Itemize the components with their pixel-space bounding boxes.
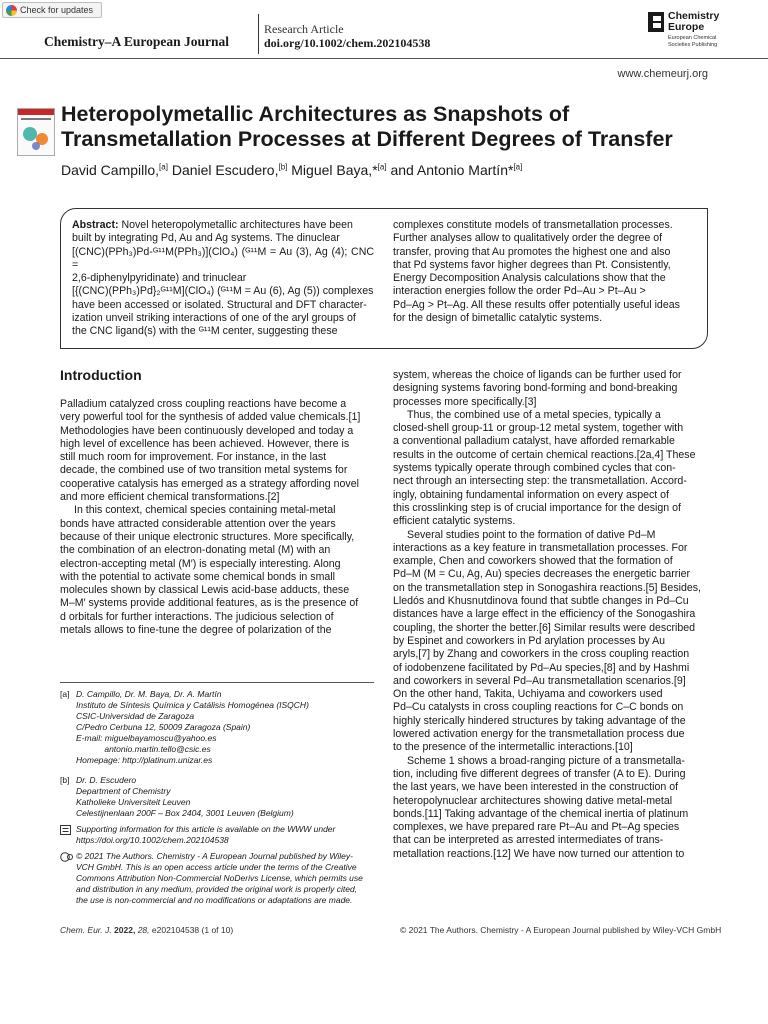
- body-line: molecules shown by classical Lewis acid-base adducts, these: [60, 584, 350, 597]
- author-list: [61, 162, 522, 178]
- body-line: the combination of an electron-donating metal (M) with an: [60, 544, 331, 557]
- body-line: decade, the combined use of two transition metal systems for: [60, 464, 348, 477]
- affiliation-a: [60, 689, 376, 769]
- footnote-line: Dr. D. Escudero: [76, 775, 137, 785]
- si-doi-link[interactable]: https://doi.org/10.1002/chem.202104538: [76, 835, 229, 845]
- body-right-column: [393, 369, 707, 861]
- abstract-line: complexes constitute models of transmetallation processes.: [393, 219, 673, 231]
- affiliation-b: [60, 775, 376, 821]
- body-line: system, whereas the choice of ligands can be further used for: [393, 369, 682, 381]
- author-3[interactable]: Miguel Baya,*[a]: [291, 162, 387, 178]
- journal-website-link[interactable]: www.chemeurj.org: [617, 68, 708, 80]
- page-footer-citation: Chem. Eur. J. 2022, 28, e202104538 (1 of 10): [60, 925, 234, 935]
- body-line: with the potential to activate some chemical bonds in small: [60, 570, 335, 583]
- body-line: a conventional palladium catalyst, have afforded remarkable: [393, 435, 675, 448]
- abstract-line: built by integrating Pd, Au and Ag systems. The dinuclear: [72, 232, 340, 245]
- title-line-1: Heteropolymetallic Architectures as Snapshots of: [61, 102, 570, 126]
- abstract-line: Abstract: Novel heteropolymetallic architectures have been: [72, 219, 353, 231]
- email-link[interactable]: antonio.martin.tello@csic.es: [76, 744, 211, 754]
- body-line: because of their unique electronic structures. More specifically,: [60, 530, 355, 543]
- abstract-left-column: [72, 219, 374, 339]
- body-line: coupling, the shorter the better.[6] Similar results were described: [393, 621, 696, 634]
- body-line: that can be interpreted as arrested intermediates of trans-: [393, 834, 664, 847]
- body-line: the last years, we have been interested in the construction of: [393, 781, 679, 794]
- body-line: distances have a large effect in the efficiency of the Sonogashira: [393, 608, 696, 621]
- abstract-line: interaction energies follow the order Pd–Au > Pt–Au >: [393, 285, 646, 298]
- footnote-line: Department of Chemistry: [76, 786, 171, 796]
- body-left-column: [60, 398, 374, 637]
- body-line: nect through an intersecting step: the transmetallation. Accord-: [393, 475, 687, 488]
- body-line: tion, including five different degrees of transfer (A to E). During: [393, 767, 686, 780]
- affiliation-label: [b]: [60, 775, 70, 785]
- document-icon: [60, 825, 71, 838]
- body-line: complexes, we have prepared rare Pt–Au and Pt–Ag species: [393, 821, 680, 834]
- body-line: Thus, the combined use of a metal species, typically a: [407, 408, 661, 421]
- body-line: Lledós and Khusnutdinova found that subtle changes in Pd–Cu: [393, 595, 689, 608]
- article-type: Research Article: [264, 22, 344, 36]
- chemistry-europe-logo-icon: [648, 12, 664, 32]
- title-line-2: Transmetallation Processes at Different Degrees of Transfer: [61, 127, 673, 151]
- body-line: by Espinet and coworkers in Pd arylation processes by Au: [393, 634, 666, 647]
- publisher-subtitle: European Chemical Societies Publishing: [668, 35, 718, 48]
- abstract-line: Further analyses allow to qualitatively order the degree of: [393, 232, 663, 245]
- body-line: of iodobenzene facilitated by Pd–Au species,[8] and by Hashmi: [393, 661, 690, 674]
- body-line: efficient catalytic systems.: [393, 515, 516, 528]
- section-heading-introduction: Introduction: [60, 367, 142, 383]
- license-note: [60, 851, 376, 909]
- page-footer-copyright: © 2021 The Authors. Chemistry - A European Journal published by Wiley-VCH GmbH: [400, 925, 722, 935]
- homepage-link[interactable]: Homepage: http://platinum.unizar.es: [76, 755, 213, 765]
- body-line: heteropolynuclear architectures showing dative metal-metal: [393, 794, 673, 807]
- body-line: Palladium catalyzed cross coupling reactions have become a: [60, 398, 347, 410]
- body-line: Methodologies have been continuously developed and today a: [60, 424, 354, 437]
- email-link[interactable]: E-mail: miguelbayamoscu@yahoo.es: [76, 733, 217, 743]
- body-line: Several studies point to the formation of dative Pd–M: [407, 528, 656, 541]
- body-line: metals allows to fine-tune the degree of polarization of the: [60, 624, 332, 637]
- abstract-line: ization unveil striking interactions of one of the aryl groups of: [72, 312, 356, 325]
- body-line: and coworkers in several Pd–Au transmetallation scenarios.[9]: [393, 674, 686, 687]
- footnote-line: Katholieke Universiteit Leuven: [76, 797, 191, 807]
- author-4[interactable]: and Antonio Martín*[a]: [390, 162, 523, 178]
- cover-image-icon: [18, 109, 54, 155]
- journal-cover-thumbnail: [17, 108, 55, 156]
- footnote-line: © 2021 The Authors. Chemistry - A European Journal published by Wiley-: [76, 851, 353, 861]
- doi-link[interactable]: doi.org/10.1002/chem.202104538: [264, 36, 431, 50]
- abstract-line: Pd–Ag > Pt–Ag. All these results offer potentially useful ideas: [393, 298, 680, 311]
- body-line: this crosslinking step is of crucial importance for the design of: [393, 501, 681, 514]
- affiliation-label: [a]: [60, 689, 70, 699]
- body-line: highly sterically hindered structures by taking advantage of the: [393, 714, 686, 727]
- footnote-line: the use is non-commercial and no modifications or adaptations are made.: [76, 895, 353, 905]
- author-2[interactable]: Daniel Escudero,[b]: [171, 162, 288, 178]
- footnote-line: D. Campillo, Dr. M. Baya, Dr. A. Martín: [76, 689, 222, 699]
- abstract-line: transfer, proving that Au promotes the highest one and also: [393, 245, 671, 258]
- body-line: interactions as a key feature in transmetallation processes. For: [393, 541, 688, 554]
- body-line: ingly, obtaining fundamental information on every aspect of: [393, 488, 669, 501]
- abstract-line: Energy Decomposition Analysis calculations show that the: [393, 272, 666, 285]
- footnote-line: Commons Attribution Non-Commercial NoDerivs License, which permits use: [76, 873, 363, 883]
- abstract-line: [{(CNC)(PPh₃)Pd}₂ᴳ¹¹M](ClO₄) (ᴳ¹¹M = Au (6), Ag (5)) complexes: [72, 285, 374, 298]
- body-line: designing systems favoring bond-forming and bond-breaking: [393, 382, 678, 395]
- abstract-line: 2,6-diphenylpyridinate) and trinuclear: [72, 272, 247, 285]
- footnote-line: CSIC-Universidad de Zaragoza: [76, 711, 195, 721]
- footnote-rule: [60, 682, 374, 683]
- author-1[interactable]: David Campillo,[a]: [61, 162, 168, 178]
- body-line: processes more specifically.[3]: [393, 395, 537, 408]
- body-line: cooperative catalysis has emerged as a strategy affording novel: [60, 477, 359, 490]
- crossmark-icon: [6, 5, 17, 16]
- footnote-line: Supporting information for this article is available on the WWW under: [76, 824, 336, 834]
- creative-commons-icon: [60, 852, 73, 865]
- abstract-right-column: [393, 219, 699, 325]
- footnote-line: Celestijnenlaan 200F – Box 2404, 3001 Leuven (Belgium): [76, 808, 294, 818]
- body-line: Pd–M (M = Cu, Ag, Au) species decreases the energetic barrier: [393, 568, 691, 581]
- footnote-line: and distribution in any medium, provided the original work is properly cited,: [76, 884, 358, 894]
- article-title: [61, 102, 741, 152]
- header-rule: [0, 58, 768, 59]
- body-line: results in the outcome of certain chemical reactions.[2a,4] These: [393, 448, 696, 461]
- body-line: high level of excellence has been achieved. However, there is: [60, 437, 350, 450]
- abstract-line: that Pd systems favor higher degrees than Pt. Consistently,: [393, 258, 671, 271]
- check-for-updates-label: Check for updates: [20, 5, 94, 15]
- body-line: In this context, chemical species containing metal-metal: [74, 504, 336, 517]
- supporting-info-note: [60, 824, 376, 848]
- publisher-name: Chemistry Europe: [668, 10, 720, 33]
- body-line: systems typically operate through combined cycles that con-: [393, 462, 676, 475]
- check-for-updates-badge[interactable]: [2, 2, 102, 18]
- body-line: Pd–Cu catalysts in cross coupling reactions for C–C bonds on: [393, 701, 684, 714]
- header-divider: [258, 14, 259, 54]
- body-line: bonds.[11] Taking advantage of the chemical inertia of platinum: [393, 807, 689, 820]
- body-line: metallation reactions.[12] We have now turned our attention to: [393, 847, 685, 860]
- abstract-line: for the design of bimetallic catalytic systems.: [393, 312, 603, 325]
- footnote-line: C/Pedro Cerbuna 12, 50009 Zaragoza (Spain): [76, 722, 251, 732]
- body-line: bonds have attracted considerable attention over the years: [60, 517, 336, 530]
- journal-name: Chemistry–A European Journal: [44, 34, 230, 49]
- abstract-line: [(CNC)(PPh₃)Pd-ᴳ¹¹M(PPh₃)](ClO₄) (ᴳ¹¹M = Au (3), Ag (4); CNC =: [72, 245, 374, 271]
- abstract-line: the CNC ligand(s) with the ᴳ¹¹M center, suggesting these: [72, 325, 338, 338]
- body-line: Scheme 1 shows a broad-ranging picture of a transmetalla-: [407, 754, 685, 767]
- body-line: on the transmetallation step in Sonogashira reactions.[5] Besides,: [393, 581, 701, 594]
- body-line: M–M′ systems provide additional features, as is the presence of: [60, 597, 359, 610]
- body-line: electron-accepting metal (M′) is especially interesting. Along: [60, 557, 341, 570]
- publisher-logo[interactable]: [648, 10, 748, 50]
- body-line: On the other hand, Takita, Uchiyama and coworkers used: [393, 688, 663, 701]
- body-line: example, Chen and coworkers showed that the formation of: [393, 555, 673, 568]
- body-line: still much room for improvement. For instance, in the last: [60, 451, 327, 464]
- body-line: to the presence of the intermetallic interactions.[10]: [393, 741, 633, 754]
- abstract-label: Abstract:: [72, 219, 119, 231]
- footnote-line: VCH GmbH. This is an open access article under the terms of the Creative: [76, 862, 357, 872]
- body-line: and more efficient chemical transformations.[2]: [60, 491, 280, 504]
- body-line: lowered activation energy for the transmetallation process due: [393, 728, 685, 741]
- body-line: closed-shell group-11 or group-12 metal system, together with: [393, 422, 684, 435]
- abstract-line: have been accessed or isolated. Structural and DFT character-: [72, 298, 367, 311]
- body-line: aryls,[7] by Zhang and coworkers in the cross coupling reaction: [393, 648, 690, 661]
- footnote-line: Instituto de Síntesis Química y Catálisis Homogénea (ISQCH): [76, 700, 309, 710]
- body-line: d orbitals for further interactions. The judicious selection of: [60, 610, 334, 623]
- body-line: very powerful tool for the synthesis of added value chemicals.[1]: [60, 411, 361, 424]
